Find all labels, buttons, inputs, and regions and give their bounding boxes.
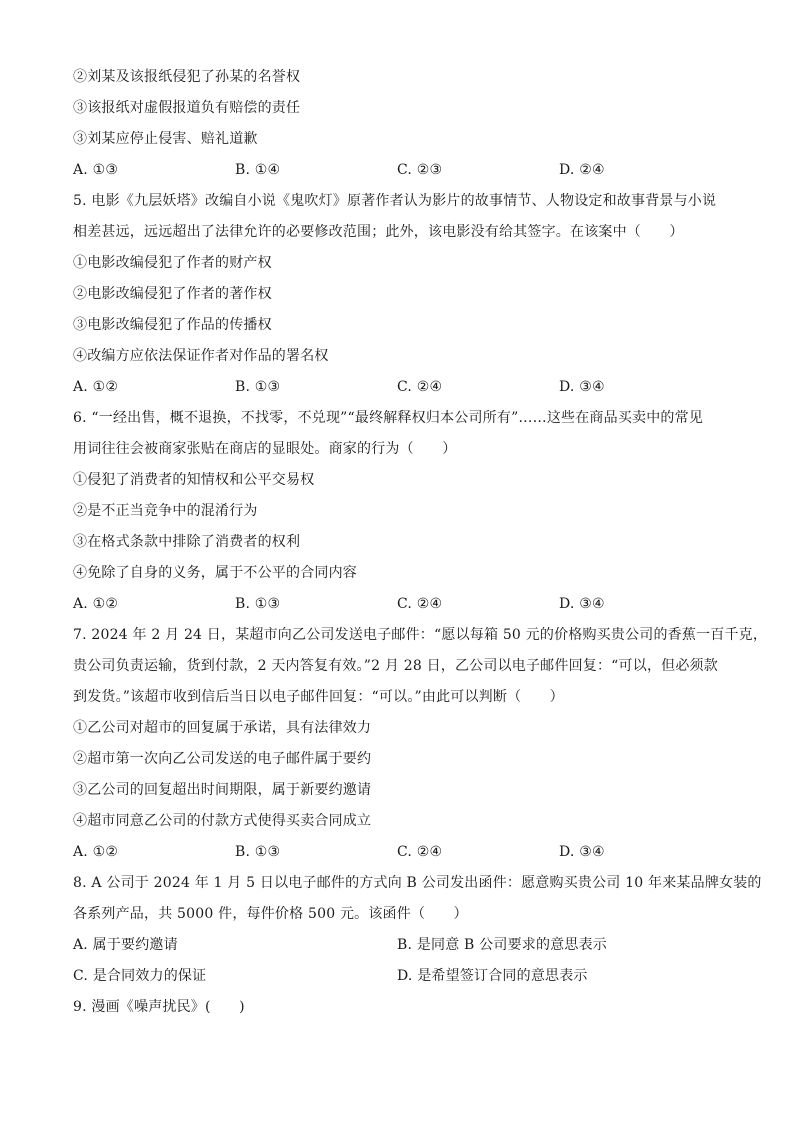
statement-line: ③乙公司的回复超出时间期限，属于新要约邀请: [73, 782, 372, 798]
option-a: A. 属于要约邀请: [73, 937, 178, 953]
option-d: D. ③④: [559, 844, 605, 860]
statement-line: ④超市同意乙公司的付款方式使得买卖合同成立: [73, 813, 372, 829]
question-stem: 8. A 公司于 2024 年 1 月 5 日以电子邮件的方式向 B 公司发出函件：愿意购买贵公司 10 年来某品牌女装的: [73, 875, 762, 891]
exam-page: [73, 62, 768, 1023]
question-7: [73, 620, 768, 868]
question-stem: 到发货。”该超市收到信后当日以电子邮件回复：“可以。”由此可以判断（ ）: [73, 689, 564, 705]
answer-options: [73, 589, 733, 620]
statement-line: ④改编方应依法保证作者对作品的署名权: [73, 348, 329, 364]
option-b: B. ①④: [235, 162, 281, 178]
option-c: C. ②④: [397, 844, 443, 860]
question-stem: 7. 2024 年 2 月 24 日，某超市向乙公司发送电子邮件：“愿以每箱 50 元的价格购买贵公司的香蕉一百千克，: [73, 627, 768, 643]
option-a: A. ①②: [73, 844, 119, 860]
question-stem: 贵公司负责运输，货到付款，2 天内答复有效。”2 月 28 日，乙公司以电子邮件回复：“可以，但必须款: [73, 658, 718, 674]
statement-line: ③刘某应停止侵害、赔礼道歉: [73, 131, 258, 147]
answer-options-row-2: [73, 961, 733, 992]
answer-options: [73, 155, 733, 186]
option-b: B. ①③: [235, 596, 281, 612]
answer-options: [73, 372, 733, 403]
statement-line: ③电影改编侵犯了作品的传播权: [73, 317, 272, 333]
question-stem: 相差甚远，远远超出了法律允许的必要修改范围；此外，该电影没有给其签字。在该案中（ ）: [73, 224, 684, 240]
statement-line: ③该报纸对虚假报道负有赔偿的责任: [73, 100, 301, 116]
question-stem: 用词往往会被商家张贴在商店的显眼处。商家的行为（ ）: [73, 441, 457, 457]
option-b: B. ①③: [235, 844, 281, 860]
option-d: D. ③④: [559, 379, 605, 395]
option-a: A. ①③: [73, 162, 119, 178]
answer-options: [73, 837, 733, 868]
question-stem: 6. “一经出售，概不退换，不找零，不兑现”“最终解释权归本公司所有”……这些在商品买卖中的常见: [73, 410, 704, 426]
question-9: [73, 992, 733, 1023]
option-d: D. ②④: [559, 162, 605, 178]
option-a: A. ①②: [73, 596, 119, 612]
statement-line: ③在格式条款中排除了消费者的权利: [73, 534, 301, 550]
question-4: [73, 62, 733, 186]
question-stem: 9. 漫画《噪声扰民》( ): [73, 999, 245, 1015]
statement-line: ②是不正当竞争中的混淆行为: [73, 503, 258, 519]
statement-line: ②刘某及该报纸侵犯了孙某的名誉权: [73, 69, 301, 85]
option-b: B. 是同意 B 公司要求的意思表示: [397, 937, 607, 953]
question-5: [73, 186, 733, 403]
question-stem: 各系列产品，共 5000 件，每件价格 500 元。该函件（ ）: [73, 906, 468, 922]
option-c: C. 是合同效力的保证: [73, 968, 207, 984]
option-c: C. ②④: [397, 596, 443, 612]
question-6: [73, 403, 733, 620]
option-c: C. ②③: [397, 162, 443, 178]
statement-line: ①侵犯了消费者的知情权和公平交易权: [73, 472, 315, 488]
option-c: C. ②④: [397, 379, 443, 395]
option-a: A. ①②: [73, 379, 119, 395]
question-stem: 5. 电影《九层妖塔》改编自小说《鬼吹灯》原著作者认为影片的故事情节、人物设定和故事背景与小说: [73, 193, 717, 209]
statement-line: ④免除了自身的义务，属于不公平的合同内容: [73, 565, 357, 581]
answer-options-row-1: [73, 930, 733, 961]
question-8: [73, 868, 762, 992]
statement-line: ②电影改编侵犯了作者的著作权: [73, 286, 272, 302]
option-b: B. ①③: [235, 379, 281, 395]
statement-line: ①乙公司对超市的回复属于承诺，具有法律效力: [73, 720, 372, 736]
option-d: D. 是希望签订合同的意思表示: [397, 968, 588, 984]
statement-line: ②超市第一次向乙公司发送的电子邮件属于要约: [73, 751, 372, 767]
statement-line: ①电影改编侵犯了作者的财产权: [73, 255, 272, 271]
option-d: D. ③④: [559, 596, 605, 612]
